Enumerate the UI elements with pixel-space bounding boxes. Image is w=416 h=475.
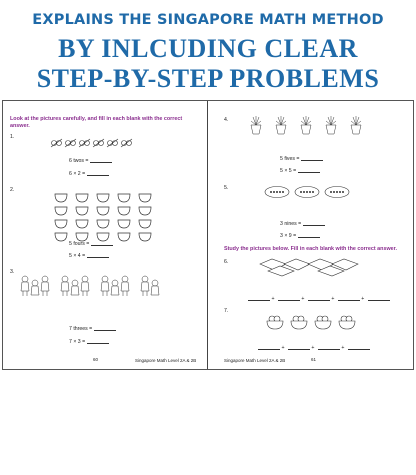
answer-blank[interactable] (348, 349, 370, 350)
headline-top: EXPLAINS THE SINGAPORE MATH METHOD (32, 12, 384, 28)
answer-blank[interactable] (248, 300, 270, 301)
answer-blank[interactable] (87, 175, 109, 176)
answer-blank[interactable] (278, 300, 300, 301)
question-4-number: 4. (224, 117, 229, 123)
question-4-a-label: 5 fives = (280, 156, 300, 162)
question-5-a (280, 221, 325, 227)
answer-blank[interactable] (288, 349, 310, 350)
answer-blank[interactable] (94, 330, 116, 331)
question-5-b (280, 233, 320, 239)
question-3-number: 3. (10, 269, 15, 275)
headline-main-2: STEP-BY-STEP PROBLEMS (36, 64, 380, 93)
answer-blank[interactable] (298, 172, 320, 173)
question-5-a-label: 3 nines = (280, 221, 302, 227)
answer-blank[interactable] (298, 237, 320, 238)
page-number: 61 (311, 357, 317, 362)
question-2-a-label: 5 fours = (69, 241, 90, 247)
pairs-illustration (51, 137, 141, 149)
answer-blank[interactable] (338, 300, 360, 301)
question-1-b-label: 6 × 2 = (69, 171, 86, 177)
plus-sign: + (341, 345, 345, 351)
page-footer: Singapore Math Level 2A & 2B (135, 358, 197, 363)
question-4-b-label: 5 × 5 = (280, 168, 297, 174)
page-number: 60 (93, 357, 99, 362)
trays-illustration (258, 256, 368, 276)
question-5-number: 5. (224, 185, 229, 191)
question-6-number: 6. (224, 259, 229, 265)
question-2-number: 2. (10, 187, 15, 193)
fruit-bowls-illustration (266, 314, 356, 330)
question-5-b-label: 3 × 9 = (280, 233, 297, 239)
right-instruction: Study the pictures below. Fill in each blank with the correct answer. (224, 246, 397, 252)
question-3-a-label: 7 threes = (69, 326, 93, 332)
question-1-number: 1. (10, 134, 15, 140)
question-2-a (69, 241, 113, 247)
question-1-a (69, 158, 112, 164)
headline-main-1: BY INLCUDING CLEAR (58, 34, 358, 63)
left-page (3, 101, 208, 369)
question-2-b (69, 253, 109, 259)
answer-blank[interactable] (90, 162, 112, 163)
plus-sign: + (281, 345, 285, 351)
question-1-a-label: 6 twos = (69, 158, 89, 164)
question-6-sum (246, 296, 390, 302)
flower-pots-illustration (248, 115, 368, 135)
answer-blank[interactable] (318, 349, 340, 350)
plus-sign: + (301, 296, 305, 302)
question-4-b (280, 168, 320, 174)
children-illustration (19, 274, 169, 304)
question-1-b (69, 171, 109, 177)
plates-illustration (264, 185, 354, 199)
plus-sign: + (361, 296, 365, 302)
answer-blank[interactable] (303, 225, 325, 226)
answer-blank[interactable] (87, 257, 109, 258)
bowls-illustration (53, 191, 153, 243)
question-7-sum (256, 345, 370, 351)
plus-sign: + (271, 296, 275, 302)
question-7-number: 7. (224, 308, 229, 314)
left-instruction: Look at the pictures carefully, and fill in each blank with the correct answer. (10, 116, 183, 129)
question-3-a (69, 326, 116, 332)
answer-blank[interactable] (91, 245, 113, 246)
plus-sign: + (311, 345, 315, 351)
question-3-b-label: 7 × 3 = (69, 339, 86, 345)
question-3-b (69, 339, 109, 345)
question-4-a (280, 156, 323, 162)
answer-blank[interactable] (308, 300, 330, 301)
page-footer: Singapore Math Level 2A & 2B (224, 358, 286, 363)
answer-blank[interactable] (301, 160, 323, 161)
answer-blank[interactable] (87, 343, 109, 344)
plus-sign: + (331, 296, 335, 302)
right-page (208, 101, 413, 369)
workbook-spread (2, 100, 414, 370)
answer-blank[interactable] (368, 300, 390, 301)
answer-blank[interactable] (258, 349, 280, 350)
question-2-b-label: 5 × 4 = (69, 253, 86, 259)
